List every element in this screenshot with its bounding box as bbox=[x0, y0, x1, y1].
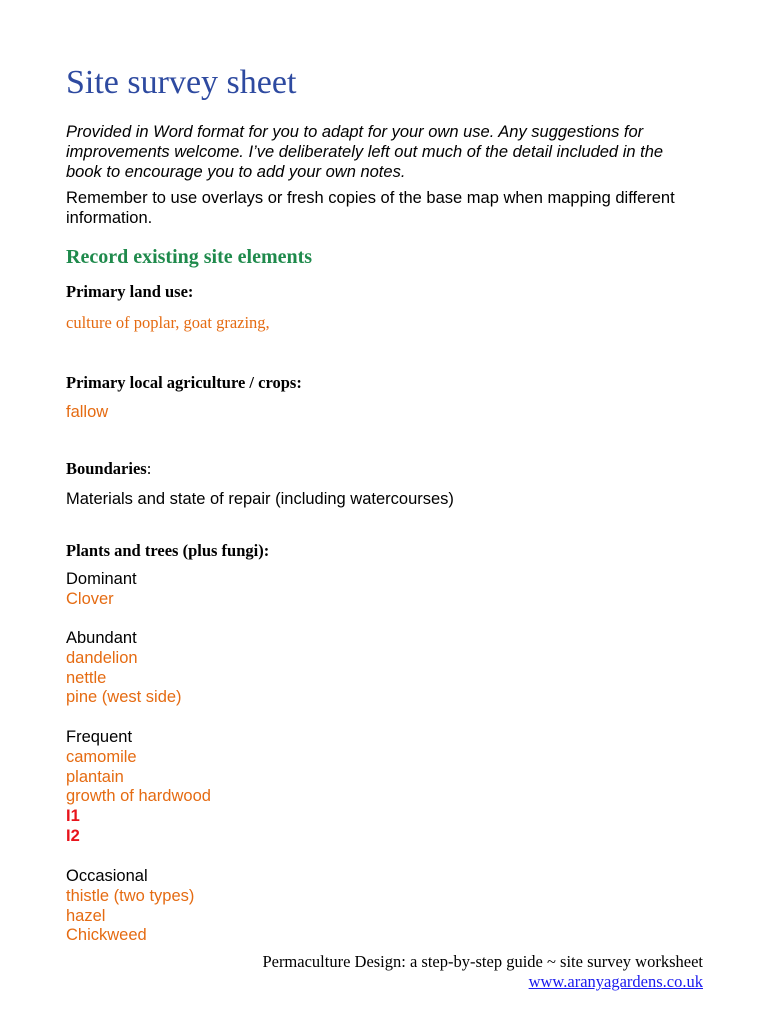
primary-land-use-label: Primary land use: bbox=[66, 282, 194, 301]
frequent-group bbox=[66, 728, 211, 847]
footer-link-wrap bbox=[529, 972, 703, 992]
page-title: Site survey sheet bbox=[66, 64, 297, 101]
primary-agriculture-label: Primary local agriculture / crops: bbox=[66, 373, 302, 392]
list-item: dandelion bbox=[66, 648, 138, 667]
list-item: nettle bbox=[66, 668, 107, 687]
list-item: pine (west side) bbox=[66, 688, 182, 707]
list-item: plantain bbox=[66, 767, 124, 786]
primary-land-use-value: culture of poplar, goat grazing, bbox=[66, 313, 270, 332]
boundaries-value: Materials and state of repair (including watercourses) bbox=[66, 490, 454, 508]
dominant-heading: Dominant bbox=[66, 570, 137, 588]
abundant-heading: Abundant bbox=[66, 629, 137, 647]
primary-agriculture-value: fallow bbox=[66, 403, 109, 421]
abundant-group bbox=[66, 629, 182, 708]
website-link[interactable]: www.aranyagardens.co.uk bbox=[528, 972, 703, 991]
remember-note: Remember to use overlays or fresh copies of the base map when mapping different information. bbox=[66, 189, 675, 227]
list-item: camomile bbox=[66, 747, 137, 766]
section-heading: Record existing site elements bbox=[66, 246, 313, 268]
occasional-group bbox=[66, 867, 194, 946]
plants-label: Plants and trees (plus fungi): bbox=[66, 541, 270, 560]
intro-text: Provided in Word format for you to adapt for your own use. Any suggestions for improvements welcome. I’ve deliberately left out much of the detail included in the book to encourage you to add your own notes. bbox=[66, 123, 664, 181]
footer-line: Permaculture Design: a step-by-step guide ~ site survey worksheet bbox=[262, 952, 703, 971]
boundaries-label: Boundaries: bbox=[66, 459, 152, 478]
dominant-group bbox=[66, 570, 137, 610]
flag-item: I1 bbox=[66, 807, 80, 826]
list-item: Chickweed bbox=[66, 926, 147, 945]
list-item: hazel bbox=[66, 906, 106, 925]
frequent-heading: Frequent bbox=[66, 728, 133, 746]
list-item: growth of hardwood bbox=[66, 787, 211, 806]
list-item: thistle (two types) bbox=[66, 886, 195, 905]
list-item: Clover bbox=[66, 589, 114, 608]
occasional-heading: Occasional bbox=[66, 867, 148, 885]
flag-item: I2 bbox=[66, 826, 80, 845]
